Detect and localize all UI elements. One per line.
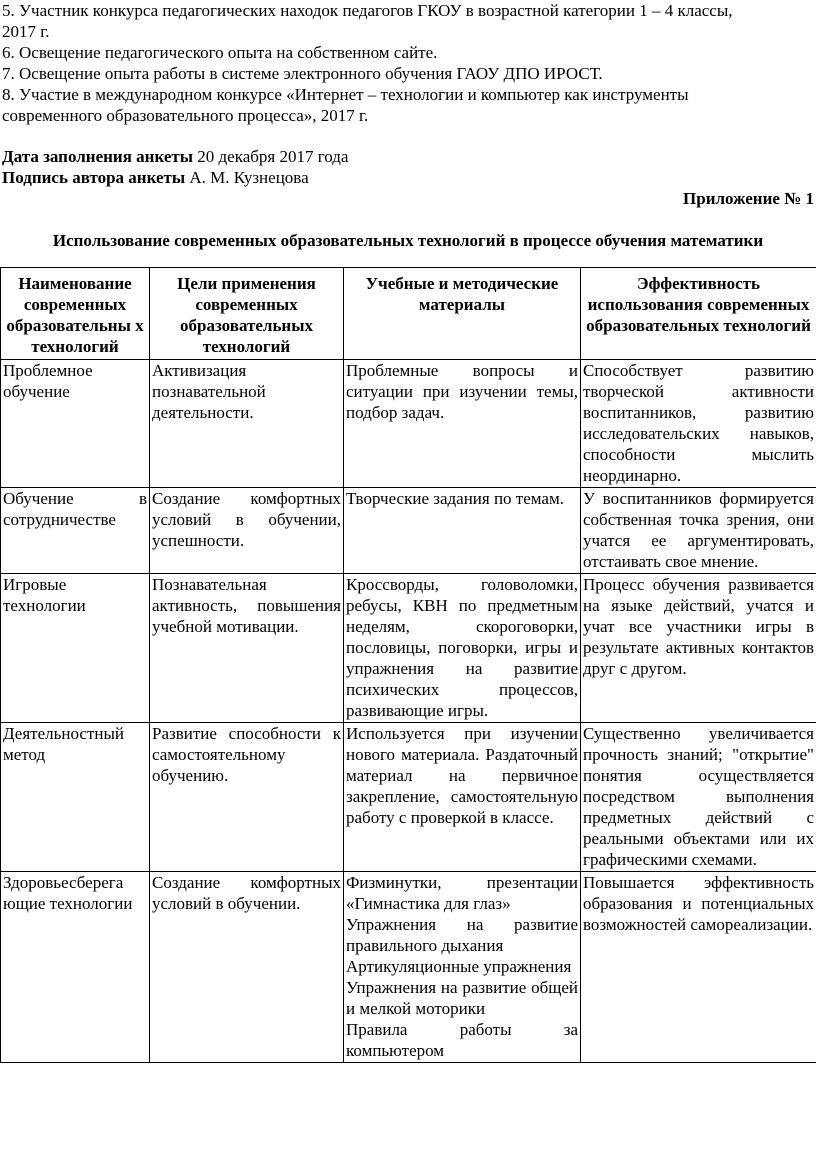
- header-goals: Цели применения современных образовательных технологий: [150, 268, 344, 360]
- cell-materials: [344, 872, 581, 1063]
- signature-line: [2, 167, 814, 188]
- cell-goal: Активизация познавательной деятельности.: [150, 360, 344, 488]
- form-meta: [2, 146, 814, 188]
- header-technology-name: Наименование современных образовательны х технологий: [1, 268, 150, 360]
- intro-list: [2, 0, 814, 126]
- cell-technology: Игровые технологии: [1, 574, 150, 723]
- intro-line: 7. Освещение опыта работы в системе электронного обучения ГАОУ ДПО ИРОСТ.: [2, 64, 603, 83]
- cell-materials: Используется при изучении нового материала. Раздаточный материал на первичное закрепление, самостоятельную работу с проверкой в классе.: [344, 723, 581, 872]
- table-row: [1, 872, 816, 1063]
- intro-line: современного образовательного процесса», 2017 г.: [2, 106, 369, 125]
- cell-technology: Проблемное обучение: [1, 360, 150, 488]
- signature-value: А. М. Кузнецова: [185, 168, 309, 187]
- cell-goal: Создание комфортных условий в обучении.: [150, 872, 344, 1063]
- table-row: [1, 723, 816, 872]
- cell-materials: Творческие задания по темам.: [344, 488, 581, 574]
- intro-line: 5. Участник конкурса педагогических находок педагогов ГКОУ в возрастной категории 1 – 4 классы,: [2, 1, 733, 20]
- table-row: [1, 574, 816, 723]
- cell-technology: Обучение в сотрудничестве: [1, 488, 150, 574]
- fill-date-value: 20 декабря 2017 года: [193, 147, 349, 166]
- appendix-label: Приложение № 1: [683, 189, 814, 208]
- cell-technology: Здоровьесберега ющие технологии: [1, 872, 150, 1063]
- cell-effect: У воспитанников формируется собственная точка зрения, они учатся ее аргументировать, отстаивать свое мнение.: [581, 488, 816, 574]
- materials-line: Физминутки, презентации «Гимнастика для глаз»: [346, 873, 578, 913]
- cell-effect: Процесс обучения развивается на языке действий, учатся и учат все участники игры в результате активных контактов друг с другом.: [581, 574, 816, 723]
- header-effectiveness: Эффективность использования современных образовательных технологий: [581, 268, 816, 360]
- cell-effect: Способствует развитию творческой активности воспитанников, развитию исследовательских навыков, способности мыслить неординарно.: [581, 360, 816, 488]
- fill-date-label: Дата заполнения анкеты: [2, 147, 193, 166]
- intro-line: 6. Освещение педагогического опыта на собственном сайте.: [2, 43, 438, 62]
- table-row: [1, 488, 816, 574]
- signature-label: Подпись автора анкеты: [2, 168, 186, 187]
- intro-line: 8. Участие в международном конкурсе «Интернет – технологии и компьютер как инструменты: [2, 85, 689, 104]
- intro-line: 2017 г.: [2, 22, 50, 41]
- cell-materials: Проблемные вопросы и ситуации при изучении темы, подбор задач.: [344, 360, 581, 488]
- cell-materials: Кроссворды, головоломки, ребусы, КВН по предметным неделям, скороговорки, пословицы, поговорки, игры и упражнения на развитие психических процессов, развивающие игры.: [344, 574, 581, 723]
- materials-line: Правила работы за компьютером: [346, 1020, 578, 1060]
- header-materials: Учебные и методические материалы: [344, 268, 581, 360]
- table-header-row: [1, 268, 816, 360]
- cell-effect: Существенно увеличивается прочность знаний; "открытие" понятия осуществляется посредством выполнения предметных действий с реальными объектами или их графическими схемами.: [581, 723, 816, 872]
- materials-line: Упражнения на развитие правильного дыхания: [346, 915, 578, 955]
- cell-goal: Создание комфортных условий в обучении, успешности.: [150, 488, 344, 574]
- cell-goal: Познавательная активность, повышения учебной мотивации.: [150, 574, 344, 723]
- fill-date-line: [2, 146, 814, 167]
- technologies-table: [0, 267, 816, 1063]
- document-title: Использование современных образовательных технологий в процессе обучения математики: [52, 231, 764, 250]
- materials-line: Артикуляционные упражнения: [346, 957, 572, 976]
- table-row: [1, 360, 816, 488]
- cell-technology: Деятельностный метод: [1, 723, 150, 872]
- materials-line: Упражнения на развитие общей и мелкой моторики: [346, 978, 578, 1018]
- cell-goal: Развитие способности к самостоятельному обучению.: [150, 723, 344, 872]
- cell-effect: Повышается эффективность образования и потенциальных возможностей самореализации.: [581, 872, 816, 1063]
